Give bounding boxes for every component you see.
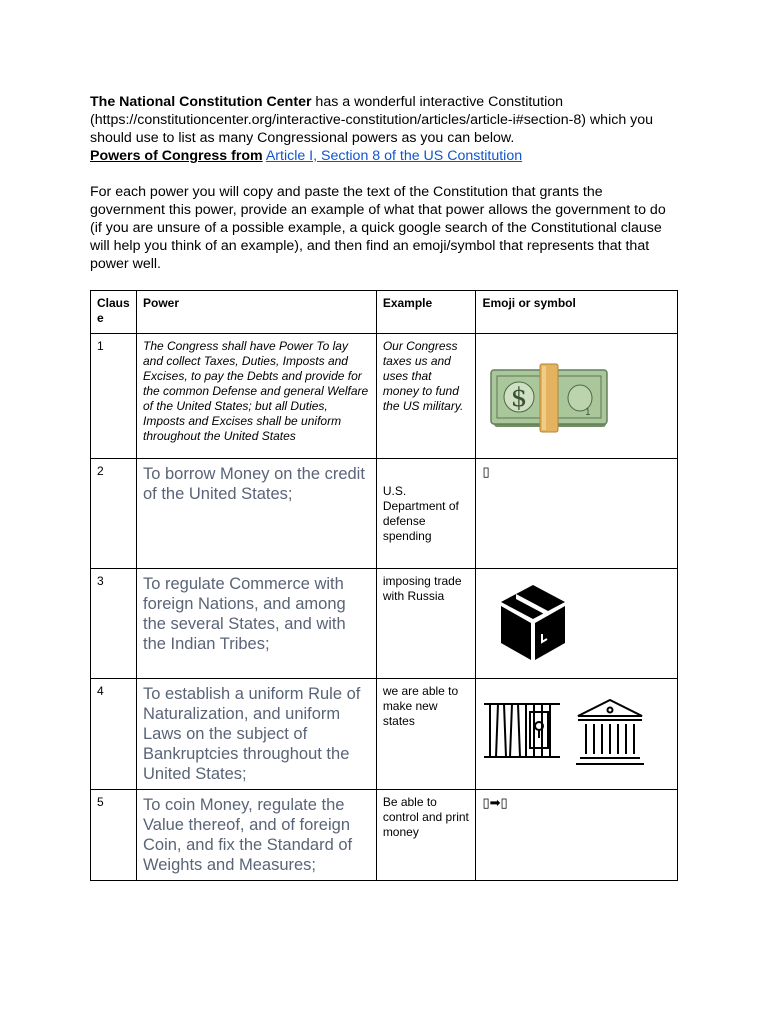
table-row bbox=[91, 790, 678, 881]
bank-icon bbox=[576, 700, 644, 764]
clause-cell: 1 bbox=[91, 334, 137, 459]
table-header-row bbox=[91, 291, 678, 334]
constitution-link[interactable]: Article I, Section 8 of the US Constitution bbox=[265, 148, 523, 164]
emoji-cell bbox=[476, 569, 678, 679]
clause-cell: 2 bbox=[91, 459, 137, 569]
vault-and-bank-icons bbox=[482, 698, 650, 770]
table-row bbox=[91, 459, 678, 569]
clause-cell: 3 bbox=[91, 569, 137, 679]
example-cell: imposing trade with Russia bbox=[376, 569, 476, 679]
dollar-bill-icon bbox=[488, 361, 612, 437]
instructions-paragraph: For each power you will copy and paste the text of the Constitution that grants the government this power, provide an example of what that power allows the government to do (if you are unsure of a possible example, a quick google search of the Constitutional clause will help you think of an example), and then find an emoji/symbol that represents that that power well. bbox=[90, 184, 666, 272]
emoji-cell bbox=[476, 334, 678, 459]
powers-heading-bold: Powers of Congress from bbox=[90, 148, 263, 164]
example-cell: Be able to control and print money bbox=[376, 790, 476, 881]
power-cell: To establish a uniform Rule of Naturalization, and uniform Laws on the subject of Bankruptcies throughout the United States; bbox=[136, 679, 376, 790]
svg-text:$: $ bbox=[511, 383, 528, 413]
power-cell: To coin Money, regulate the Value thereof, and of foreign Coin, and fix the Standard of Weights and Measures; bbox=[136, 790, 376, 881]
document-page bbox=[90, 93, 680, 273]
package-icon bbox=[498, 582, 568, 662]
vault-icon bbox=[484, 704, 560, 757]
power-cell: To regulate Commerce with foreign Nations, and among the several States, and with the Indian Tribes; bbox=[136, 569, 376, 679]
header-emoji: Emoji or symbol bbox=[476, 291, 678, 334]
clause-cell: 4 bbox=[91, 679, 137, 790]
header-example: Example bbox=[376, 291, 476, 334]
table-row bbox=[91, 679, 678, 790]
emoji-cell: ▯➡▯ bbox=[476, 790, 678, 881]
table-row bbox=[91, 334, 678, 459]
svg-text:1: 1 bbox=[585, 408, 592, 418]
powers-table bbox=[90, 290, 678, 881]
example-text: U.S. Department of defense spending bbox=[382, 484, 459, 543]
header-clause: Claus e bbox=[91, 291, 137, 334]
intro-paragraph bbox=[90, 93, 680, 147]
powers-heading bbox=[90, 147, 680, 165]
example-cell: Our Congress taxes us and uses that money to fund the US military. bbox=[376, 334, 476, 459]
power-cell: The Congress shall have Power To lay and collect Taxes, Duties, Imposts and Excises, to pay the Debts and provide for the common Defense and general Welfare of the United States; but all Duties, Imposts and Excises shall be uniform throughout the United States bbox=[136, 334, 376, 459]
header-power: Power bbox=[136, 291, 376, 334]
intro-rest: has a wonderful interactive Constitution (https://constitutioncenter.org/interactive-constitution/articles/article-i#section-8) which you should use to list as many Congressional powers as you can below. bbox=[90, 94, 654, 146]
org-name: The National Constitution Center bbox=[90, 94, 312, 110]
example-cell bbox=[376, 459, 476, 569]
clause-cell: 5 bbox=[91, 790, 137, 881]
example-cell: we are able to make new states bbox=[376, 679, 476, 790]
emoji-cell bbox=[476, 679, 678, 790]
emoji-cell: ▯ bbox=[476, 459, 678, 569]
table-row bbox=[91, 569, 678, 679]
power-cell: To borrow Money on the credit of the United States; bbox=[136, 459, 376, 569]
